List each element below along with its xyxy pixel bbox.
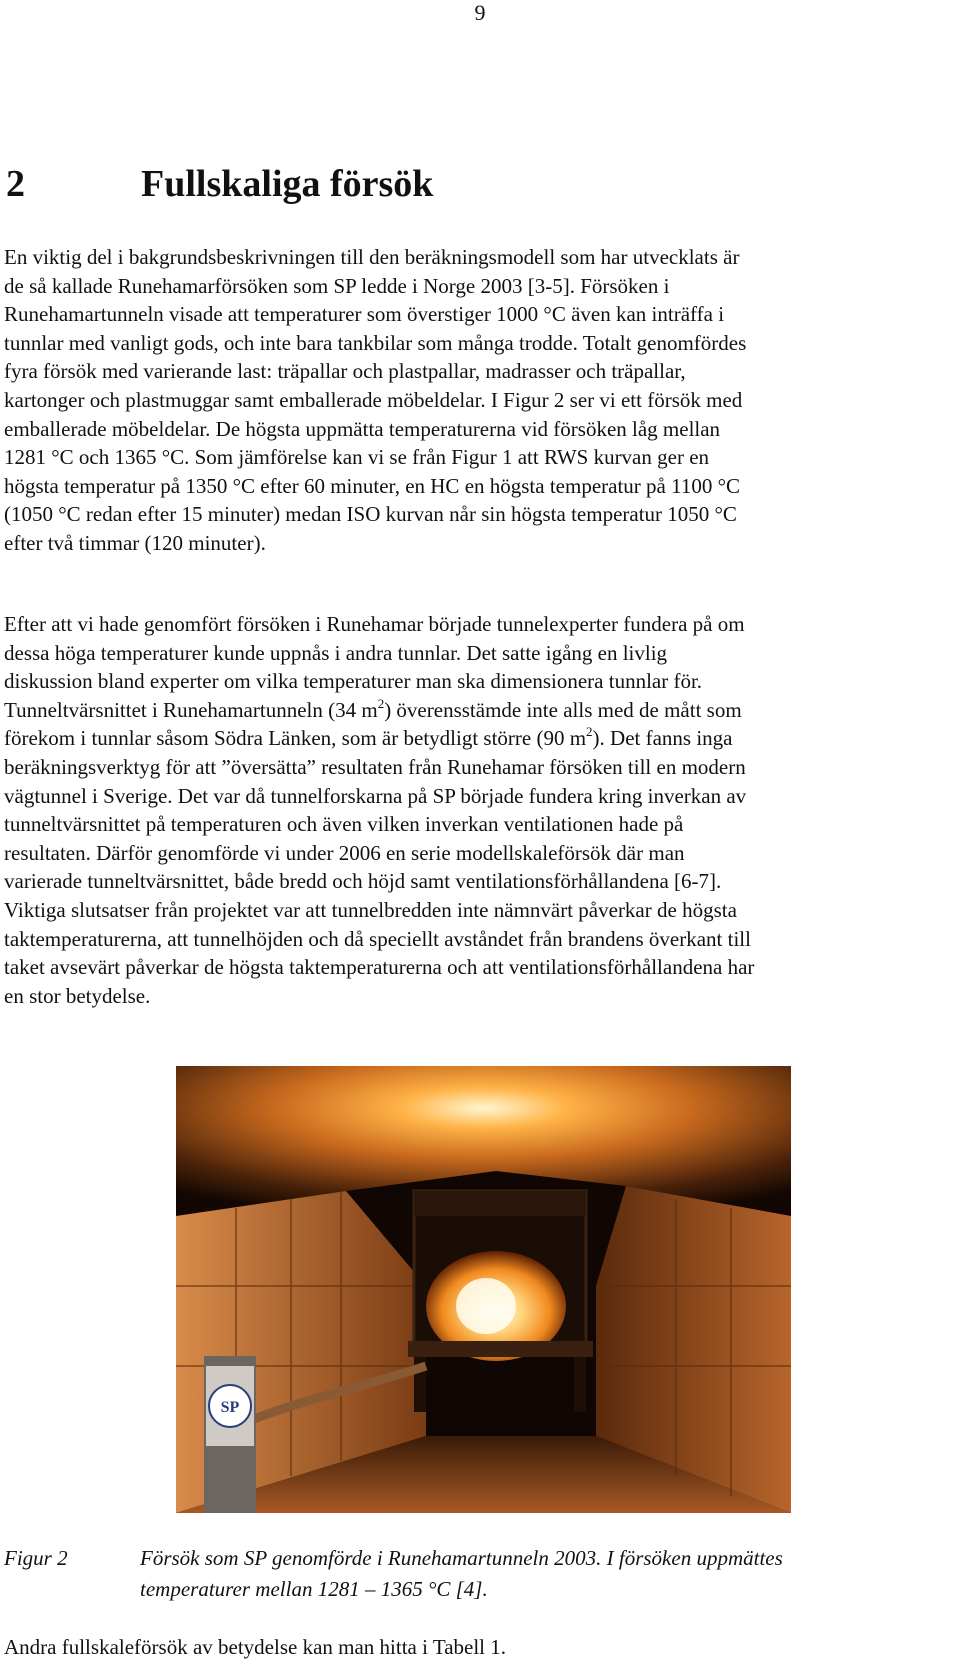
text-line: vägtunnel i Sverige. Det var då tunnelforskarna på SP började fundera kring inverkan av: [4, 783, 747, 808]
text-line: beräkningsverktyg för att ”översätta” resultaten från Runehamar försöken till en modern: [4, 754, 746, 779]
text-line: Efter att vi hade genomfört försöken i Runehamar började tunnelexperter fundera på om: [4, 612, 745, 636]
text-line: (1050 °C redan efter 15 minuter) medan ISO kurvan når sin högsta temperatur 1050 °C: [4, 502, 737, 527]
text-line: högsta temperatur på 1350 °C efter 60 minuter, en HC en högsta temperatur på 1100 °C: [4, 473, 740, 498]
text-line: tunneltvärsnittet på temperaturen och även vilken inverkan ventilationen hade på: [4, 812, 684, 837]
paragraph-model-tests: [4, 610, 954, 1010]
text-segment: förekom i tunnlar såsom Södra Länken, som är betydligt större (90 m: [4, 726, 587, 751]
section-number: 2: [6, 163, 25, 205]
text-line: [4, 724, 954, 753]
text-segment: ) överensstämde inte alls med de mått som: [384, 697, 742, 722]
tunnel-fire-photo: [176, 1066, 791, 1513]
section-heading: [6, 160, 433, 208]
superscript: 2: [377, 695, 385, 711]
text-line: emballerade möbeldelar. De högsta uppmätta temperaturerna vid försöken låg mellan: [4, 416, 721, 441]
text-line: en stor betydelse.: [4, 983, 151, 1008]
tunnel-fire-illustration: [176, 1066, 791, 1513]
caption-text: [140, 1543, 960, 1605]
paragraph-runehamar-tests: [4, 243, 954, 558]
text-line: de så kallade Runehamarförsöken som SP ledde i Norge 2003 [3-5]. Försöken i: [4, 273, 670, 298]
text-line: resultaten. Därför genomförde vi under 2006 en serie modellskaleförsök där man: [4, 840, 685, 865]
text-line: Viktiga slutsatser från projektet var att tunnelbredden inte nämnvärt påverkar de högsta: [4, 897, 737, 922]
text-line: Försök som SP genomförde i Runehamartunneln 2003. I försöken uppmättes: [140, 1546, 783, 1570]
text-line: fyra försök med varierande last: träpallar och plastpallar, madrasser och träpallar,: [4, 359, 686, 384]
superscript: 2: [586, 724, 593, 740]
text-line: varierade tunneltvärsnittet, både bredd och höjd samt ventilationsförhållandena [6-7].: [4, 869, 722, 894]
text-line: En viktig del i bakgrundsbeskrivningen till den beräkningsmodell som har utvecklats är: [4, 245, 740, 269]
text-line: Runehamartunneln visade att temperaturer som överstiger 1000 °C även kan inträffa i: [4, 302, 725, 327]
text-segment: ). Det fanns inga: [592, 726, 733, 751]
text-line: dessa höga temperaturer kunde uppnås i andra tunnlar. Det satte igång en livlig: [4, 640, 668, 665]
text-line: taktemperaturerna, att tunnelhöjden och då speciellt avståndet från brandens överkant till: [4, 926, 751, 951]
text-line: efter två timmar (120 minuter).: [4, 530, 266, 555]
page-number: 9: [474, 0, 486, 25]
text-line: diskussion bland experter om vilka temperaturer man ska dimensionera tunnlar för.: [4, 669, 703, 694]
text-line: 1281 °C och 1365 °C. Som jämförelse kan vi se från Figur 1 att RWS kurvan ger en: [4, 445, 710, 470]
text-line: kartonger och plastmuggar samt emballerade möbeldelar. I Figur 2 ser vi ett försök med: [4, 387, 743, 412]
text-line: [4, 696, 954, 725]
text-line: taket avsevärt påverkar de högsta taktemperaturerna och att ventilationsförhållandena har: [4, 955, 755, 980]
closing-sentence: Andra fullskaleförsök av betydelse kan man hitta i Tabell 1.: [4, 1635, 507, 1659]
sp-logo: SP: [220, 1399, 240, 1416]
text-segment: Tunneltvärsnittet i Runehamartunneln (34 m: [4, 697, 378, 722]
text-line: temperaturer mellan 1281 – 1365 °C [4].: [140, 1577, 488, 1601]
section-title: Fullskaliga försök: [141, 163, 434, 205]
caption-label: Figur 2: [4, 1546, 68, 1570]
text-line: tunnlar med vanligt gods, och inte bara tankbilar som många trodde. Totalt genomfördes: [4, 330, 747, 355]
